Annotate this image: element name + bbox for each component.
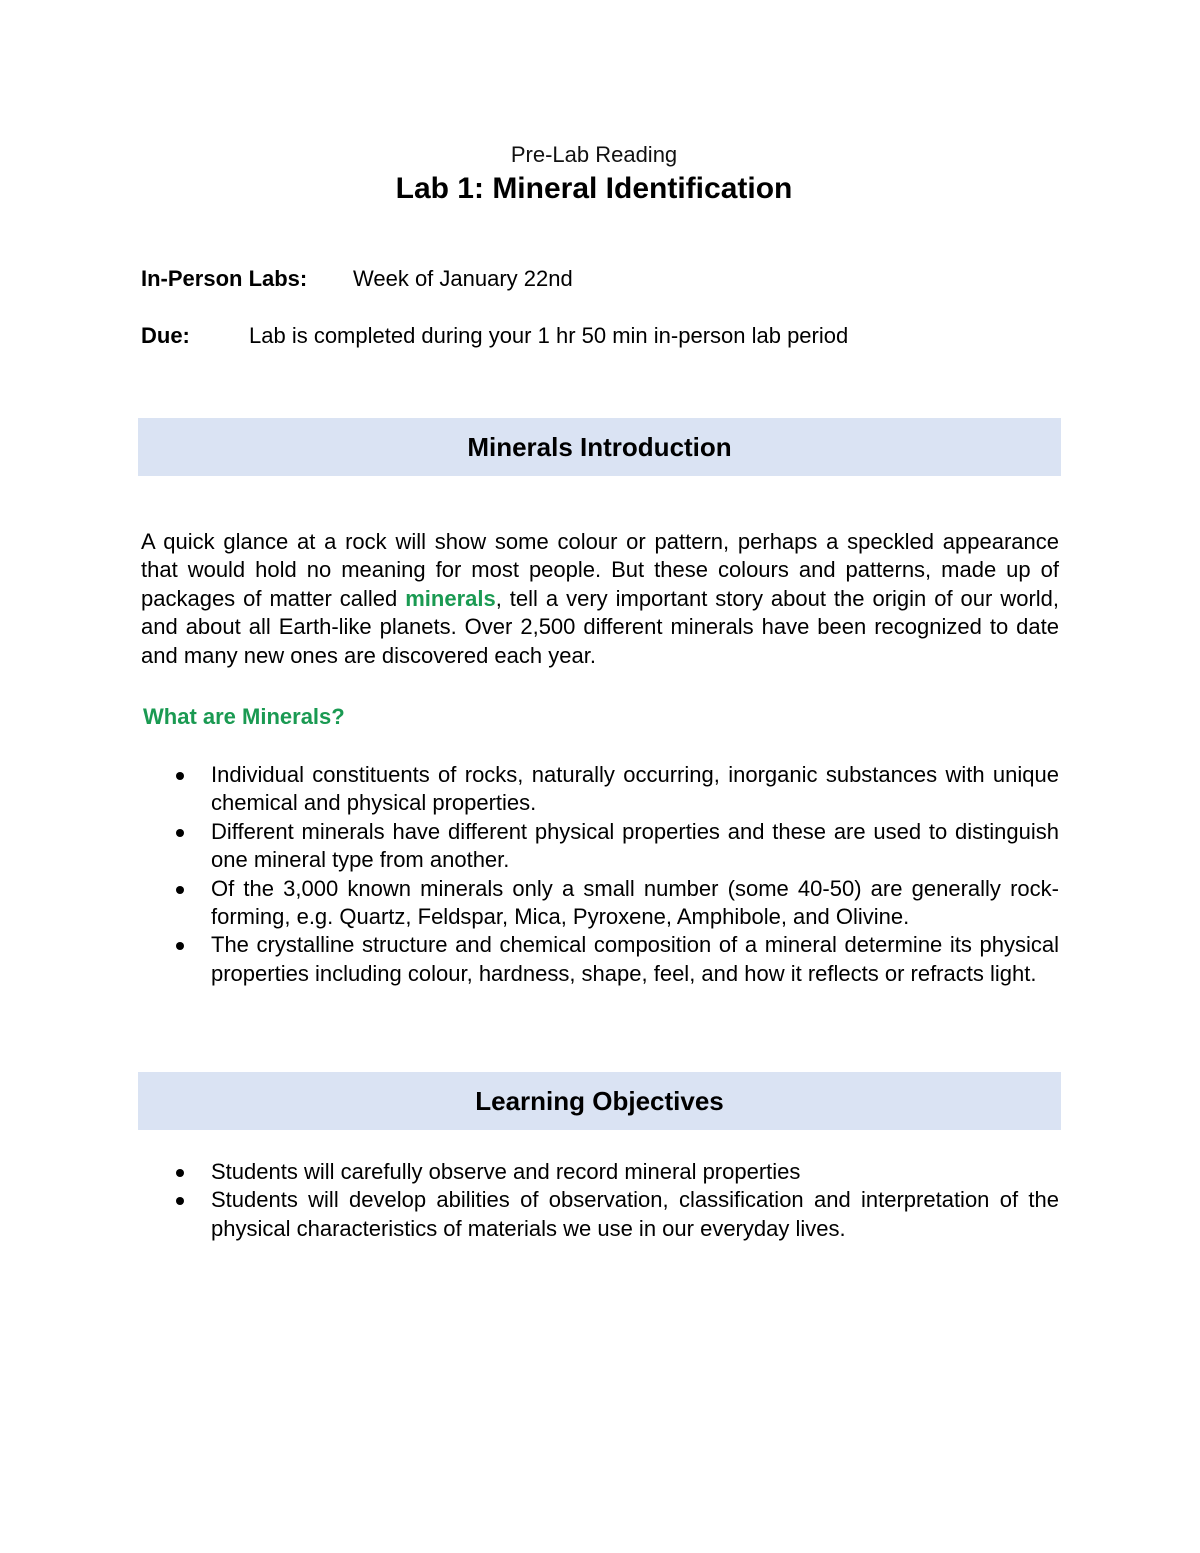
section-heading-learning-objectives: Learning Objectives: [138, 1072, 1061, 1130]
in-person-labs-label: In-Person Labs:: [141, 266, 308, 291]
intro-paragraph: [141, 528, 1059, 670]
list-item-text: Different minerals have different physical properties and these are used to distinguish one mineral type from another.: [211, 818, 1059, 873]
list-item: [141, 761, 1059, 818]
in-person-labs-row: [141, 266, 573, 292]
what-are-minerals-list: [141, 761, 1059, 988]
bullet-icon: [176, 886, 184, 894]
bullet-icon: [176, 772, 184, 780]
bullet-icon: [176, 829, 184, 837]
due-value: Lab is completed during your 1 hr 50 min in-person lab period: [249, 323, 849, 348]
document-subtitle: Pre-Lab Reading: [510, 142, 678, 167]
list-item: [141, 931, 1059, 988]
list-item: [141, 1158, 1059, 1186]
list-item-text: Of the 3,000 known minerals only a small number (some 40-50) are generally rock-forming, e.g. Quartz, Feldspar, Mica, Pyroxene, Amphibole, and Olivine.: [211, 875, 1059, 930]
list-item-text: The crystalline structure and chemical composition of a mineral determine its physical properties including colour, hardness, shape, feel, and how it reflects or refracts light.: [211, 932, 1059, 986]
list-item-text: Students will carefully observe and record mineral properties: [211, 1159, 801, 1184]
list-item: [141, 1186, 1059, 1243]
intro-text-part-1: A quick glance at a rock will show some colour or pattern, perhaps a speckled appearance that would hold no meaning for most people. But these colours and patterns, made up of packages of matter called: [141, 529, 1059, 611]
bullet-icon: [176, 942, 184, 950]
subheading-what-are-minerals: What are Minerals?: [143, 704, 345, 729]
due-label: Due:: [141, 323, 190, 348]
learning-objectives-list: [141, 1158, 1059, 1243]
document-title: Lab 1: Mineral Identification: [395, 172, 793, 205]
list-item: [141, 875, 1059, 932]
list-item-text: Individual constituents of rocks, naturally occurring, inorganic substances with unique chemical and physical properties.: [211, 762, 1059, 816]
due-row: [141, 323, 848, 349]
section-heading-minerals-introduction: Minerals Introduction: [138, 418, 1061, 476]
in-person-labs-value: Week of January 22nd: [353, 266, 573, 291]
minerals-keyword: minerals: [405, 585, 496, 611]
list-item: [141, 818, 1059, 875]
bullet-icon: [176, 1197, 184, 1205]
intro-text-part-2: , tell a very important story about the origin of our world, and about all Earth-like planets. Over 2,500 different minerals have been recognized to date and many new ones are discovered each year.: [141, 585, 1060, 668]
list-item-text: Students will develop abilities of observation, classification and interpretation of the physical characteristics of materials we use in our everyday lives.: [211, 1187, 1059, 1241]
bullet-icon: [176, 1169, 184, 1177]
